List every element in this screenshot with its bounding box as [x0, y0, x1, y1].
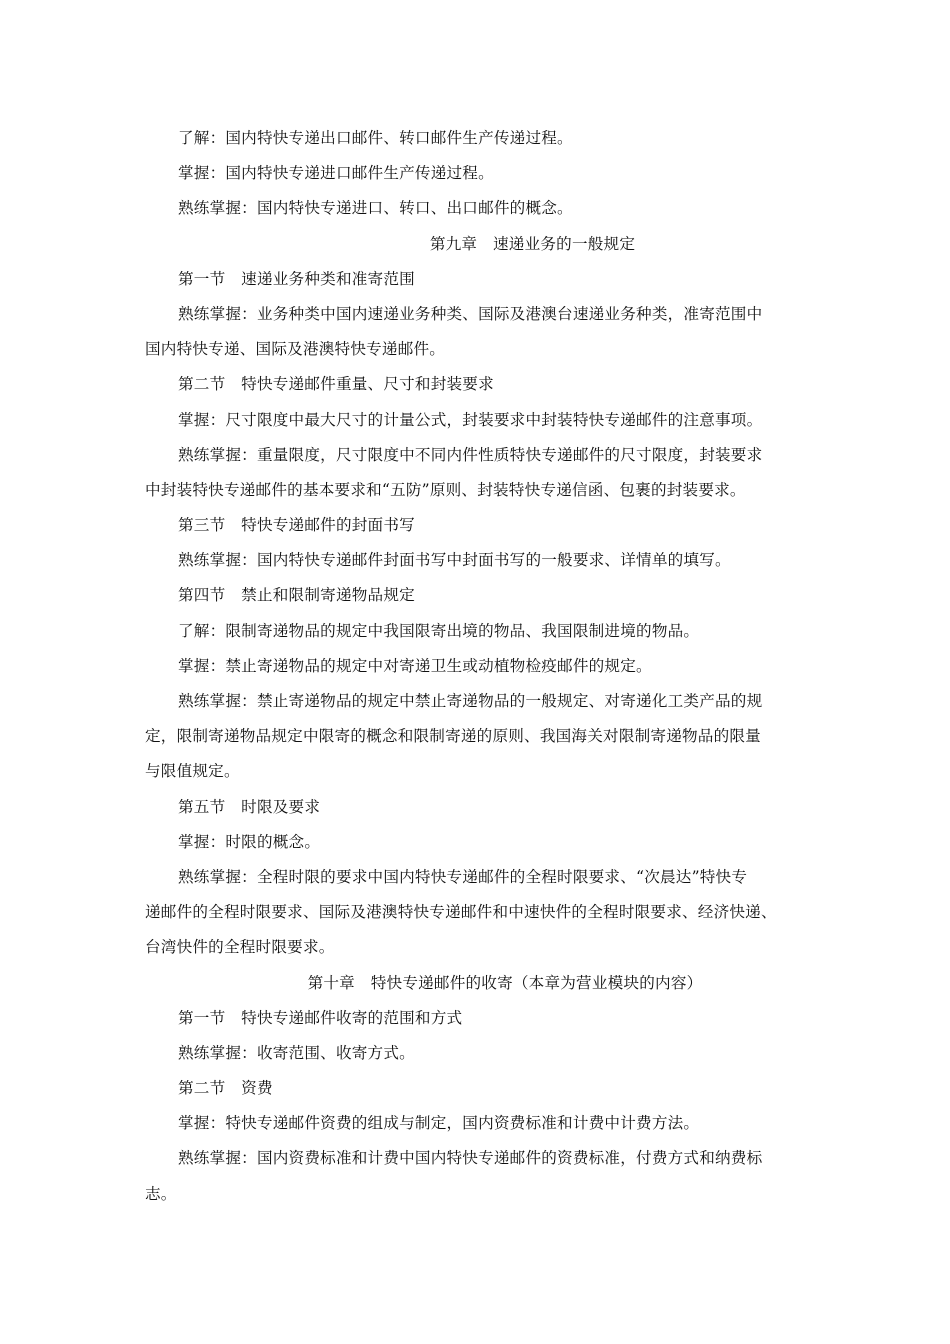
section-heading: 第一节 特快专递邮件收寄的范围和方式 [178, 1008, 463, 1027]
paragraph-line: 熟练掌握：禁止寄递物品的规定中禁止寄递物品的一般规定、对寄递化工类产品的规 [178, 692, 763, 710]
paragraph-line: 掌握：时限的概念。 [178, 832, 321, 851]
paragraph-line: 志。 [145, 1184, 177, 1203]
chapter-heading: 第九章 速递业务的一般规定 [429, 234, 636, 253]
section-heading: 第二节 特快专递邮件重量、尺寸和封装要求 [178, 375, 494, 394]
paragraph-line: 熟练掌握：全程时限的要求中国内特快专递邮件的全程时限要求、“次晨达”特快专 [178, 867, 748, 886]
paragraph-line: 熟练掌握：国内特快专递进口、转口、出口邮件的概念。 [178, 199, 573, 218]
paragraph-line: 掌握：国内特快专递进口邮件生产传递过程。 [178, 164, 494, 183]
paragraph-line: 熟练掌握：收寄范围、收寄方式。 [178, 1043, 415, 1062]
paragraph-line: 了解：限制寄递物品的规定中我国限寄出境的物品、我国限制进境的物品。 [178, 621, 700, 640]
paragraph-line: 与限值规定。 [145, 762, 240, 781]
paragraph-line: 中封装特快专递邮件的基本要求和“五防”原则、封装特快专递信函、包裹的封装要求。 [145, 480, 746, 499]
section-heading: 第二节 资费 [178, 1079, 273, 1098]
section-heading: 第三节 特快专递邮件的封面书写 [178, 516, 415, 535]
paragraph-line: 掌握：尺寸限度中最大尺寸的计量公式，封装要求中封装特快专递邮件的注意事项。 [178, 410, 763, 429]
paragraph-line: 定，限制寄递物品规定中限寄的概念和限制寄递的原则、我国海关对限制寄递物品的限量 [145, 727, 761, 746]
section-heading: 第一节 速递业务种类和准寄范围 [178, 269, 415, 288]
paragraph-line: 台湾快件的全程时限要求。 [145, 938, 335, 957]
paragraph-line: 熟练掌握：业务种类中国内速递业务种类、国际及港澳台速递业务种类，准寄范围中 [178, 304, 763, 323]
paragraph-line: 熟练掌握：重量限度，尺寸限度中不同内件性质特快专递邮件的尺寸限度，封装要求 [178, 445, 763, 464]
section-heading: 第五节 时限及要求 [178, 797, 321, 816]
paragraph-line: 递邮件的全程时限要求、国际及港澳特快专递邮件和中速快件的全程时限要求、经济快递、 [145, 903, 777, 922]
paragraph-line: 熟练掌握：国内资费标准和计费中国内特快专递邮件的资费标准，付费方式和纳费标 [178, 1149, 763, 1168]
paragraph-line: 国内特快专递、国际及港澳特快专递邮件。 [145, 340, 446, 359]
paragraph-line: 掌握：禁止寄递物品的规定中对寄递卫生或动植物检疫邮件的规定。 [178, 656, 652, 675]
paragraph-line: 熟练掌握：国内特快专递邮件封面书写中封面书写的一般要求、详情单的填写。 [178, 551, 731, 570]
document-body [145, 121, 825, 1212]
paragraph-line: 掌握：特快专递邮件资费的组成与制定，国内资费标准和计费中计费方法。 [178, 1114, 700, 1133]
chapter-heading: 第十章 特快专递邮件的收寄（本章为营业模块的内容） [307, 973, 703, 992]
section-heading: 第四节 禁止和限制寄递物品规定 [178, 586, 415, 605]
paragraph-line: 了解：国内特快专递出口邮件、转口邮件生产传递过程。 [178, 129, 573, 147]
